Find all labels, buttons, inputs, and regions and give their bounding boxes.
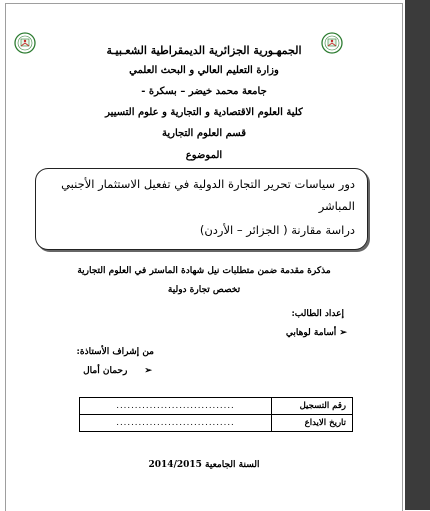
- memo-description: مذكرة مقدمة ضمن متطلبات نيل شهادة الماستر في العلوم التجارية: [77, 266, 331, 276]
- specialization: تخصص تجارة دولية: [167, 285, 241, 295]
- student-label: إعداد الطالب:: [291, 309, 344, 319]
- supervisor-name: رحمان أمال: [83, 366, 128, 376]
- academic-year: السنة الجامعية 2014/2015: [148, 460, 260, 470]
- republic-name: الجمهـورية الجزائرية الديمقراطية الشعـبيـة: [106, 44, 302, 57]
- thesis-title-line-1: دور سياسات تحرير التجارة الدولية في تفعيل الاستثمار الأجنبي: [61, 177, 355, 191]
- supervisor-label: من إشراف الأستاذة:: [76, 347, 154, 357]
- thesis-subtitle: دراسة مقارنة ( الجزائر – الأردن): [199, 223, 355, 237]
- thesis-title-line-2: المباشر: [318, 199, 355, 213]
- subject-heading: الموضوع: [185, 150, 223, 161]
- registration-table: [79, 397, 353, 432]
- faculty-name: كلية العلوم الاقتصادية و التجارية و علوم التسيير: [105, 107, 303, 118]
- table-row: [80, 415, 353, 432]
- student-name: أسامة لوهابي: [285, 328, 337, 338]
- supervisor-entry: [83, 366, 152, 376]
- university-name: جامعة محمد خيضر – بسكرة -: [141, 86, 267, 97]
- thesis-title-box: [35, 168, 368, 250]
- deposit-date-label: تاريخ الايداع: [272, 415, 353, 432]
- table-row: [80, 398, 353, 415]
- arrow-bullet-icon: ➢: [144, 366, 152, 376]
- student-entry: [286, 328, 347, 338]
- ministry-name: وزارة التعليم العالي و البحث العلمي: [129, 65, 279, 76]
- window-scrollbar-area[interactable]: [405, 0, 430, 510]
- arrow-bullet-icon: ➢: [339, 328, 347, 338]
- document-page: [5, 3, 403, 511]
- department-name: قسم العلوم التجارية: [162, 128, 246, 139]
- registration-number-label: رقم التسجيل: [272, 398, 353, 415]
- deposit-date-value: ................................: [80, 415, 272, 432]
- registration-number-value: ................................: [80, 398, 272, 415]
